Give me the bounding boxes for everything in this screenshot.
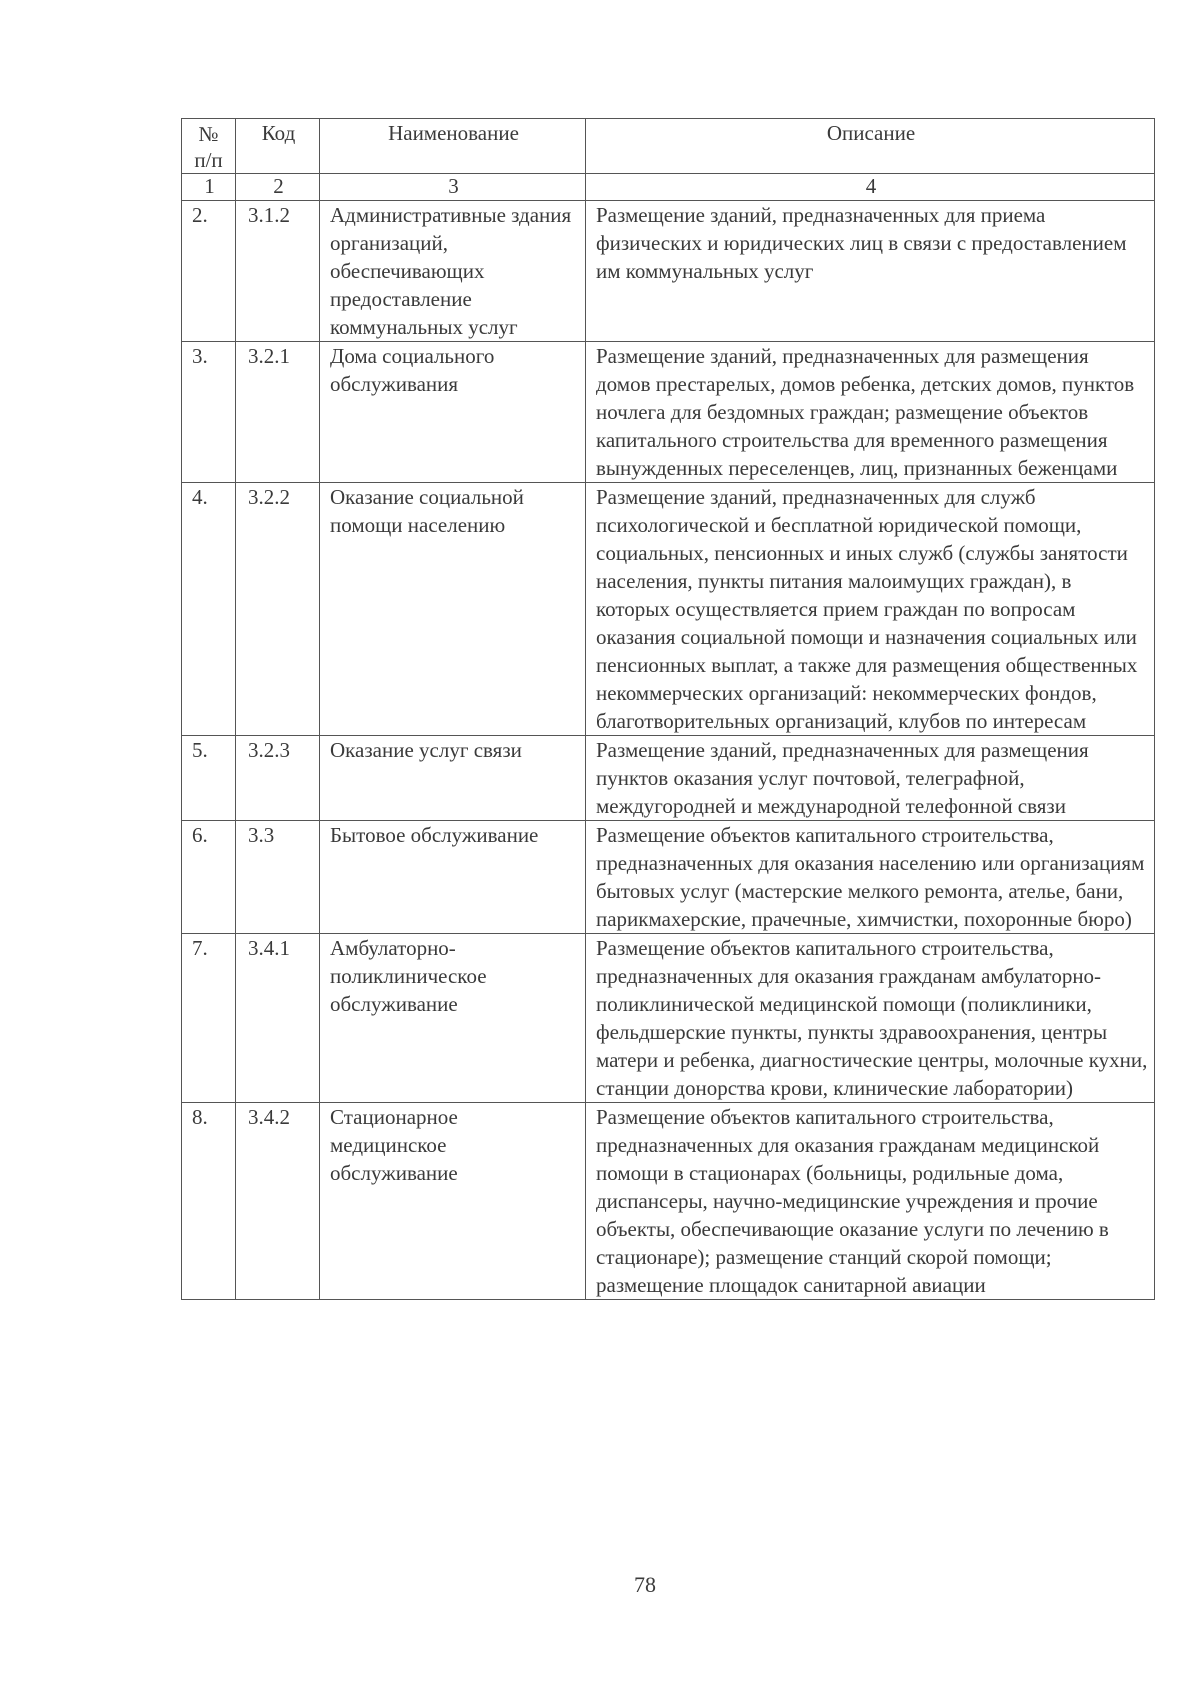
row-number: 7.	[182, 934, 236, 1103]
row-code: 3.3	[236, 821, 320, 934]
table-row	[182, 483, 1155, 736]
table-row	[182, 736, 1155, 821]
row-description: Размещение зданий, предназначенных для приема физических и юридических лиц в связи с предоставлением им коммунальных услуг	[586, 201, 1155, 342]
row-description: Размещение объектов капитального строительства, предназначенных для оказания гражданам амбулаторно-поликлинической медицинской помощи (поликлиники, фельдшерские пункты, пункты здравоохранения, центры матери и ребенка, диагностические центры, молочные кухни, станции донорства крови, клинические лаборатории)	[586, 934, 1155, 1103]
row-code: 3.4.2	[236, 1103, 320, 1300]
row-name: Стационарное медицинское обслуживание	[320, 1103, 586, 1300]
row-description: Размещение зданий, предназначенных для размещения домов престарелых, домов ребенка, детских домов, пунктов ночлега для бездомных граждан; размещение объектов капитального строительства для временного размещения вынужденных переселенцев, лиц, признанных беженцами	[586, 342, 1155, 483]
row-number: 2.	[182, 201, 236, 342]
header-number-label: № п/п	[194, 122, 223, 172]
row-number: 5.	[182, 736, 236, 821]
row-number: 6.	[182, 821, 236, 934]
row-code: 3.2.1	[236, 342, 320, 483]
header-code: Код	[236, 119, 320, 174]
row-code: 3.1.2	[236, 201, 320, 342]
header-number	[182, 119, 236, 174]
land-use-table	[181, 118, 1155, 1300]
row-name: Амбулаторно-поликлиническое обслуживание	[320, 934, 586, 1103]
column-number: 2	[236, 174, 320, 201]
row-name: Дома социального обслуживания	[320, 342, 586, 483]
column-number: 1	[182, 174, 236, 201]
column-number-row	[182, 174, 1155, 201]
table-row	[182, 201, 1155, 342]
row-name: Оказание услуг связи	[320, 736, 586, 821]
row-number: 3.	[182, 342, 236, 483]
row-code: 3.2.2	[236, 483, 320, 736]
row-description: Размещение зданий, предназначенных для служб психологической и бесплатной юридической помощи, социальных, пенсионных и иных служб (службы занятости населения, пункты питания малоимущих граждан), в которых осуществляется прием граждан по вопросам оказания социальной помощи и назначения социальных или пенсионных выплат, а также для размещения общественных некоммерческих организаций: некоммерческих фондов, благотворительных организаций, клубов по интересам	[586, 483, 1155, 736]
column-number: 3	[320, 174, 586, 201]
header-description: Описание	[586, 119, 1155, 174]
row-number: 8.	[182, 1103, 236, 1300]
row-description: Размещение объектов капитального строительства, предназначенных для оказания гражданам медицинской помощи в стационарах (больницы, родильные дома, диспансеры, научно-медицинские учреждения и прочие объекты, обеспечивающие оказание услуги по лечению в стационаре); размещение станций скорой помощи; размещение площадок санитарной авиации	[586, 1103, 1155, 1300]
row-number: 4.	[182, 483, 236, 736]
row-description: Размещение зданий, предназначенных для размещения пунктов оказания услуг почтовой, телеграфной, междугородней и международной телефонной связи	[586, 736, 1155, 821]
row-name: Оказание социальной помощи населению	[320, 483, 586, 736]
row-description: Размещение объектов капитального строительства, предназначенных для оказания населению или организациям бытовых услуг (мастерские мелкого ремонта, ателье, бани, парикмахерские, прачечные, химчистки, похоронные бюро)	[586, 821, 1155, 934]
page-number: 78	[634, 1572, 656, 1597]
row-name: Бытовое обслуживание	[320, 821, 586, 934]
table-row	[182, 821, 1155, 934]
table-header-row	[182, 119, 1155, 174]
column-number: 4	[586, 174, 1155, 201]
table-row	[182, 934, 1155, 1103]
row-code: 3.4.1	[236, 934, 320, 1103]
row-name: Административные здания организаций, обеспечивающих предоставление коммунальных услуг	[320, 201, 586, 342]
header-name: Наименование	[320, 119, 586, 174]
row-code: 3.2.3	[236, 736, 320, 821]
table-row	[182, 342, 1155, 483]
table-row	[182, 1103, 1155, 1300]
